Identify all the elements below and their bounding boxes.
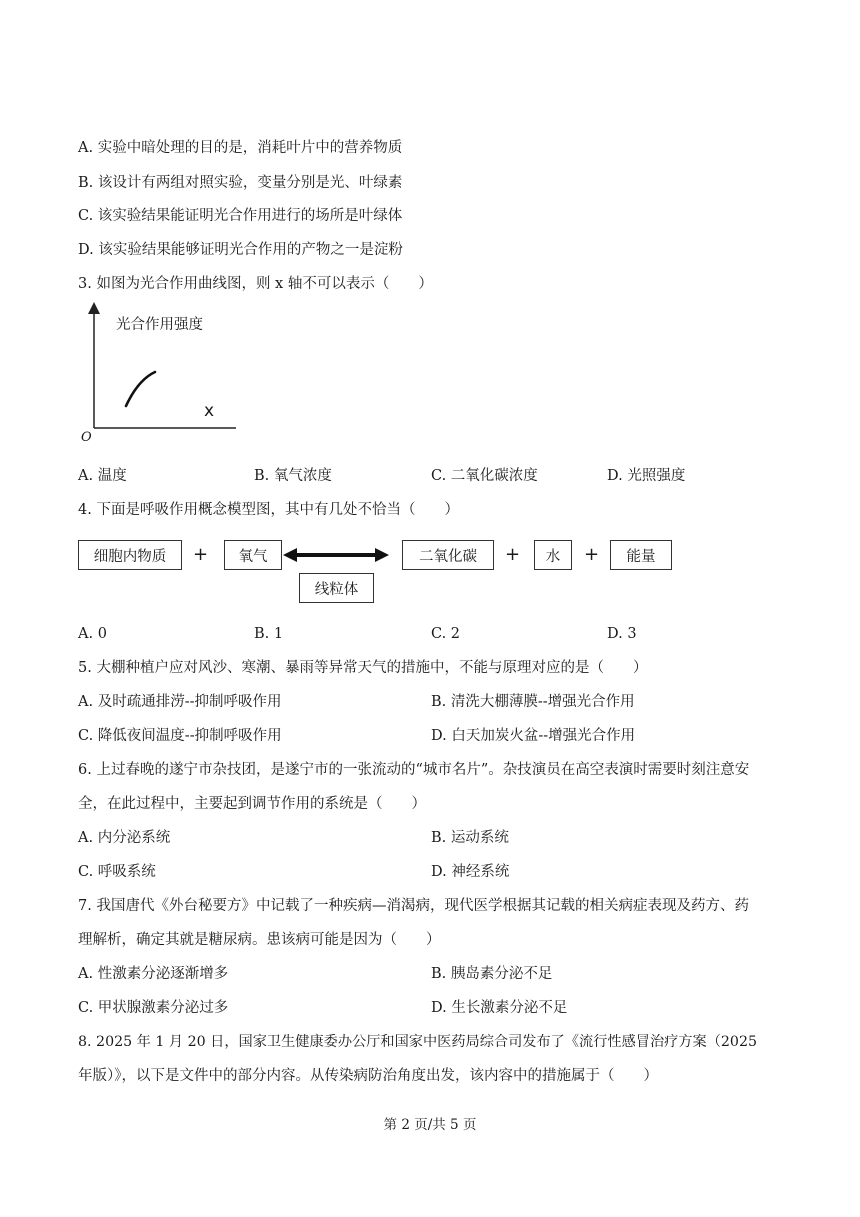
q5-stem: 5. 大棚种植户应对风沙、寒潮、暴雨等异常天气的措施中，不能与原理对应的是（ ） [78,660,648,676]
q3-option-a: A. 温度 [78,468,127,484]
double-arrow-icon [283,545,389,565]
q4-option-d: D. 3 [607,626,637,642]
q7-stem-line1: 7. 我国唐代《外台秘要方》中记载了一种疾病—消渴病，现代医学根据其记载的相关病症表现及药方、药 [78,898,749,914]
intensity-curve [126,372,155,406]
q2-option-a: A. 实验中暗处理的目的是，消耗叶片中的营养物质 [78,140,403,156]
q4-option-a: A. 0 [78,626,107,642]
diagram-plus-2: + [505,544,521,565]
q5-option-a: A. 及时疏通排涝--抑制呼吸作用 [78,694,282,710]
diagram-box-carbon-dioxide: 二氧化碳 [402,540,494,570]
q7-option-a: A. 性激素分泌逐渐增多 [78,966,229,982]
q3-option-c: C. 二氧化碳浓度 [431,468,538,484]
q6-stem-line1: 6. 上过春晚的遂宁市杂技团，是遂宁市的一张流动的“城市名片”。杂技演员在高空表演时需要时刻注意安 [78,762,750,778]
q6-option-b: B. 运动系统 [431,830,509,846]
q4-option-c: C. 2 [431,626,461,642]
diagram-box-mitochondria: 线粒体 [299,573,374,603]
q8-stem-line2: 年版）》，以下是文件中的部分内容。从传染病防治角度出发，该内容中的措施属于（ ） [78,1068,658,1084]
q3-option-b: B. 氧气浓度 [254,468,332,484]
q7-option-c: C. 甲状腺激素分泌过多 [78,1000,229,1016]
diagram-box-cell-material: 细胞内物质 [78,540,182,570]
q6-option-d: D. 神经系统 [431,864,510,880]
diagram-box-oxygen: 氧气 [224,540,282,570]
graph-origin-label: O [81,430,92,445]
q6-option-a: A. 内分泌系统 [78,830,171,846]
q7-stem-line2: 理解析，确定其就是糖尿病。患该病可能是因为（ ） [78,932,441,948]
q5-option-b: B. 清洗大棚薄膜--增强光合作用 [431,694,635,710]
diagram-box-water: 水 [534,540,572,570]
q6-option-c: C. 呼吸系统 [78,864,156,880]
q2-option-b: B. 该设计有两组对照实验，变量分别是光、叶绿素 [78,175,403,191]
page-footer: 第 2 页/共 5 页 [383,1117,477,1133]
diagram-plus-3: + [584,544,600,565]
graph-x-label: x [204,401,215,421]
q2-option-c: C. 该实验结果能证明光合作用进行的场所是叶绿体 [78,208,403,224]
diagram-plus-1: + [193,544,209,565]
q7-option-d: D. 生长激素分泌不足 [431,1000,568,1016]
q4-stem: 4. 下面是呼吸作用概念模型图，其中有几处不恰当（ ） [78,502,459,518]
q4-option-b: B. 1 [254,626,284,642]
q8-stem-line1: 8. 2025 年 1 月 20 日，国家卫生健康委办公厅和国家中医药局综合司发布了《流行性感冒治疗方案（2025 [78,1034,758,1050]
q6-stem-line2: 全，在此过程中，主要起到调节作用的系统是（ ） [78,796,426,812]
diagram-box-energy: 能量 [610,540,672,570]
q2-option-d: D. 该实验结果能够证明光合作用的产物之一是淀粉 [78,242,403,258]
q5-option-d: D. 白天加炭火盆--增强光合作用 [431,728,636,744]
q3-stem: 3. 如图为光合作用曲线图，则 x 轴不可以表示（ ） [78,276,433,292]
q3-option-d: D. 光照强度 [607,468,686,484]
graph-y-label: 光合作用强度 [116,317,203,333]
q5-option-c: C. 降低夜间温度--抑制呼吸作用 [78,728,282,744]
q7-option-b: B. 胰岛素分泌不足 [431,966,553,982]
